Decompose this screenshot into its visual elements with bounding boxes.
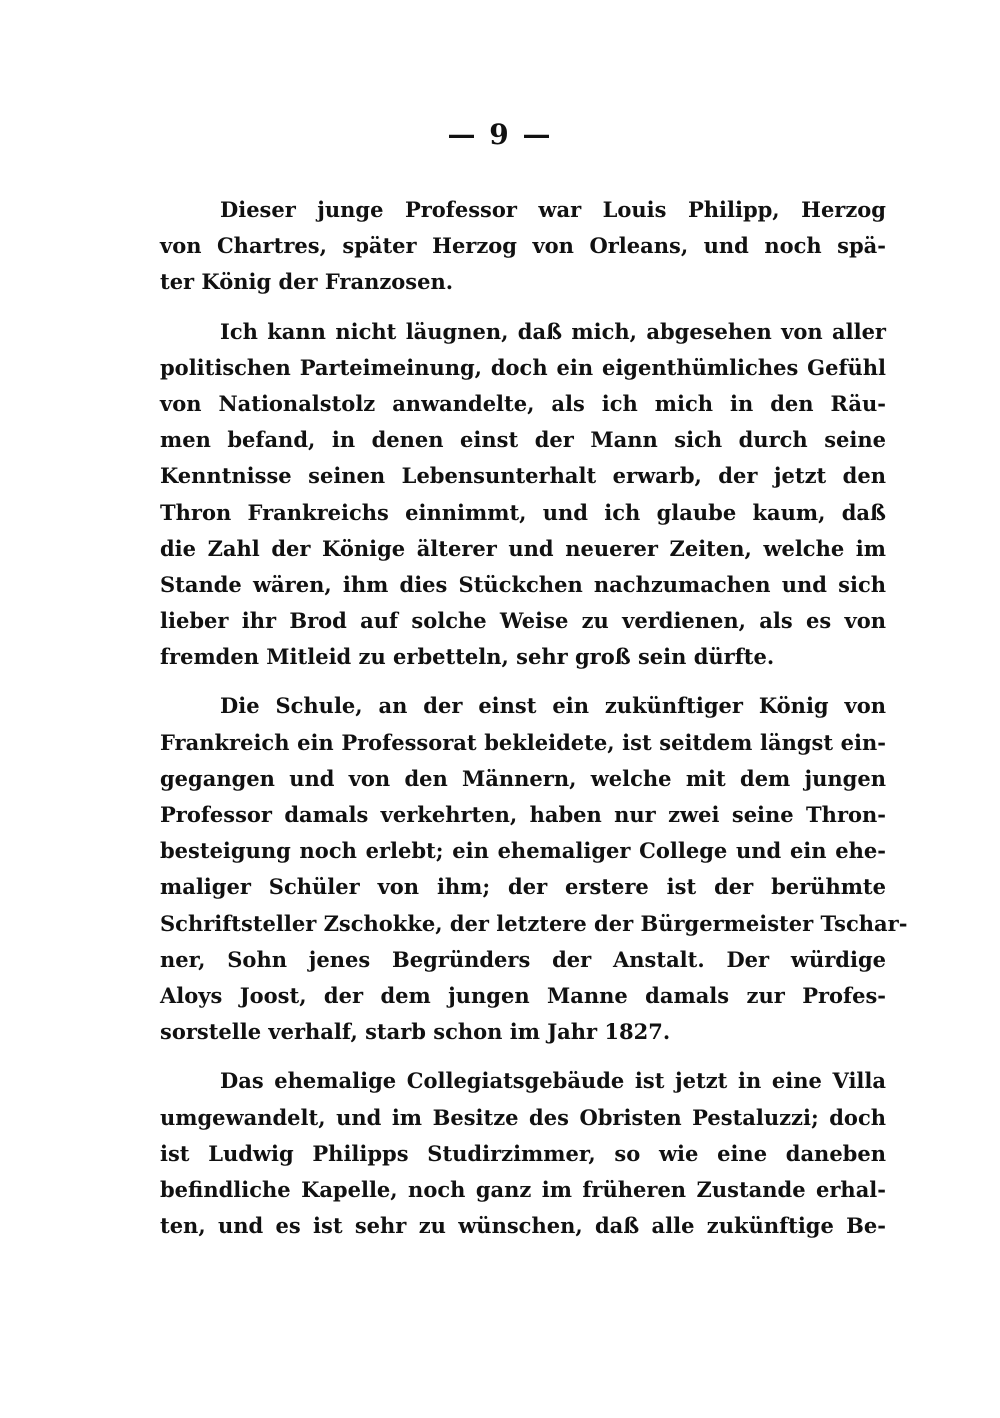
text-line: Frankreich ein Professorat bekleidete, ist seitdem längst ein-: [160, 729, 886, 755]
paragraph: [160, 314, 886, 676]
paragraph: [160, 192, 886, 301]
text-line: ten, und es ist sehr zu wünschen, daß alle zukünftige Be-: [160, 1213, 886, 1239]
text-line: gegangen und von den Männern, welche mit dem jungen: [160, 765, 886, 791]
page-number: — 9 —: [447, 118, 553, 151]
text-line: umgewandelt, und im Besitze des Obristen Pestaluzzi; doch: [160, 1104, 886, 1130]
text-line: sorstelle verhalf, starb schon im Jahr 1827.: [160, 1019, 671, 1045]
paragraph: [160, 688, 908, 1050]
text-line: von Nationalstolz anwandelte, als ich mich in den Räu-: [160, 390, 886, 416]
text-line: Dieser junge Professor war Louis Philipp, Herzog: [220, 197, 886, 222]
text-line: befindliche Kapelle, noch ganz im früheren Zustande erhal-: [160, 1176, 886, 1202]
paragraph: [160, 1063, 886, 1244]
text-line: men befand, in denen einst der Mann sich durch seine: [160, 427, 886, 453]
text-line: die Zahl der Könige älterer und neuerer Zeiten, welche im: [160, 535, 886, 561]
text-line: lieber ihr Brod auf solche Weise zu verdienen, als es von: [160, 608, 886, 634]
text-line: Stande wären, ihm dies Stückchen nachzumachen und sich: [160, 571, 886, 597]
text-line: Schriftsteller Zschokke, der letztere der Bürgermeister Tschar-: [160, 910, 908, 936]
text-line: politischen Parteimeinung, doch ein eigenthümliches Gefühl: [160, 354, 886, 380]
text-line: von Chartres, später Herzog von Orleans, und noch spä-: [160, 233, 886, 259]
text-line: Professor damals verkehrten, haben nur zwei seine Thron-: [160, 802, 886, 827]
text-line: Ich kann nicht läugnen, daß mich, abgesehen von aller: [220, 318, 886, 344]
text-line: Die Schule, an der einst ein zukünftiger König von: [220, 693, 886, 719]
text-line: besteigung noch erlebt; ein ehemaliger College und ein ehe-: [160, 838, 886, 864]
text-line: Das ehemalige Collegiatsgebäude ist jetzt in eine Villa: [220, 1068, 886, 1094]
text-line: fremden Mitleid zu erbetteln, sehr groß sein dürfte.: [160, 644, 775, 670]
text-line: Kenntnisse seinen Lebensunterhalt erwarb, der jetzt den: [160, 463, 886, 489]
body-text: [160, 192, 908, 1257]
text-line: ner, Sohn jenes Begründers der Anstalt. Der würdige: [160, 946, 886, 972]
text-line: Aloys Joost, der dem jungen Manne damals zur Profes-: [160, 982, 886, 1008]
text-line: ist Ludwig Philipps Studirzimmer, so wie eine daneben: [160, 1140, 886, 1166]
text-line: ter König der Franzosen.: [160, 269, 454, 295]
text-line: Thron Frankreichs einnimmt, und ich glaube kaum, daß: [160, 499, 886, 525]
text-line: maliger Schüler von ihm; der erstere ist der berühmte: [160, 874, 886, 900]
